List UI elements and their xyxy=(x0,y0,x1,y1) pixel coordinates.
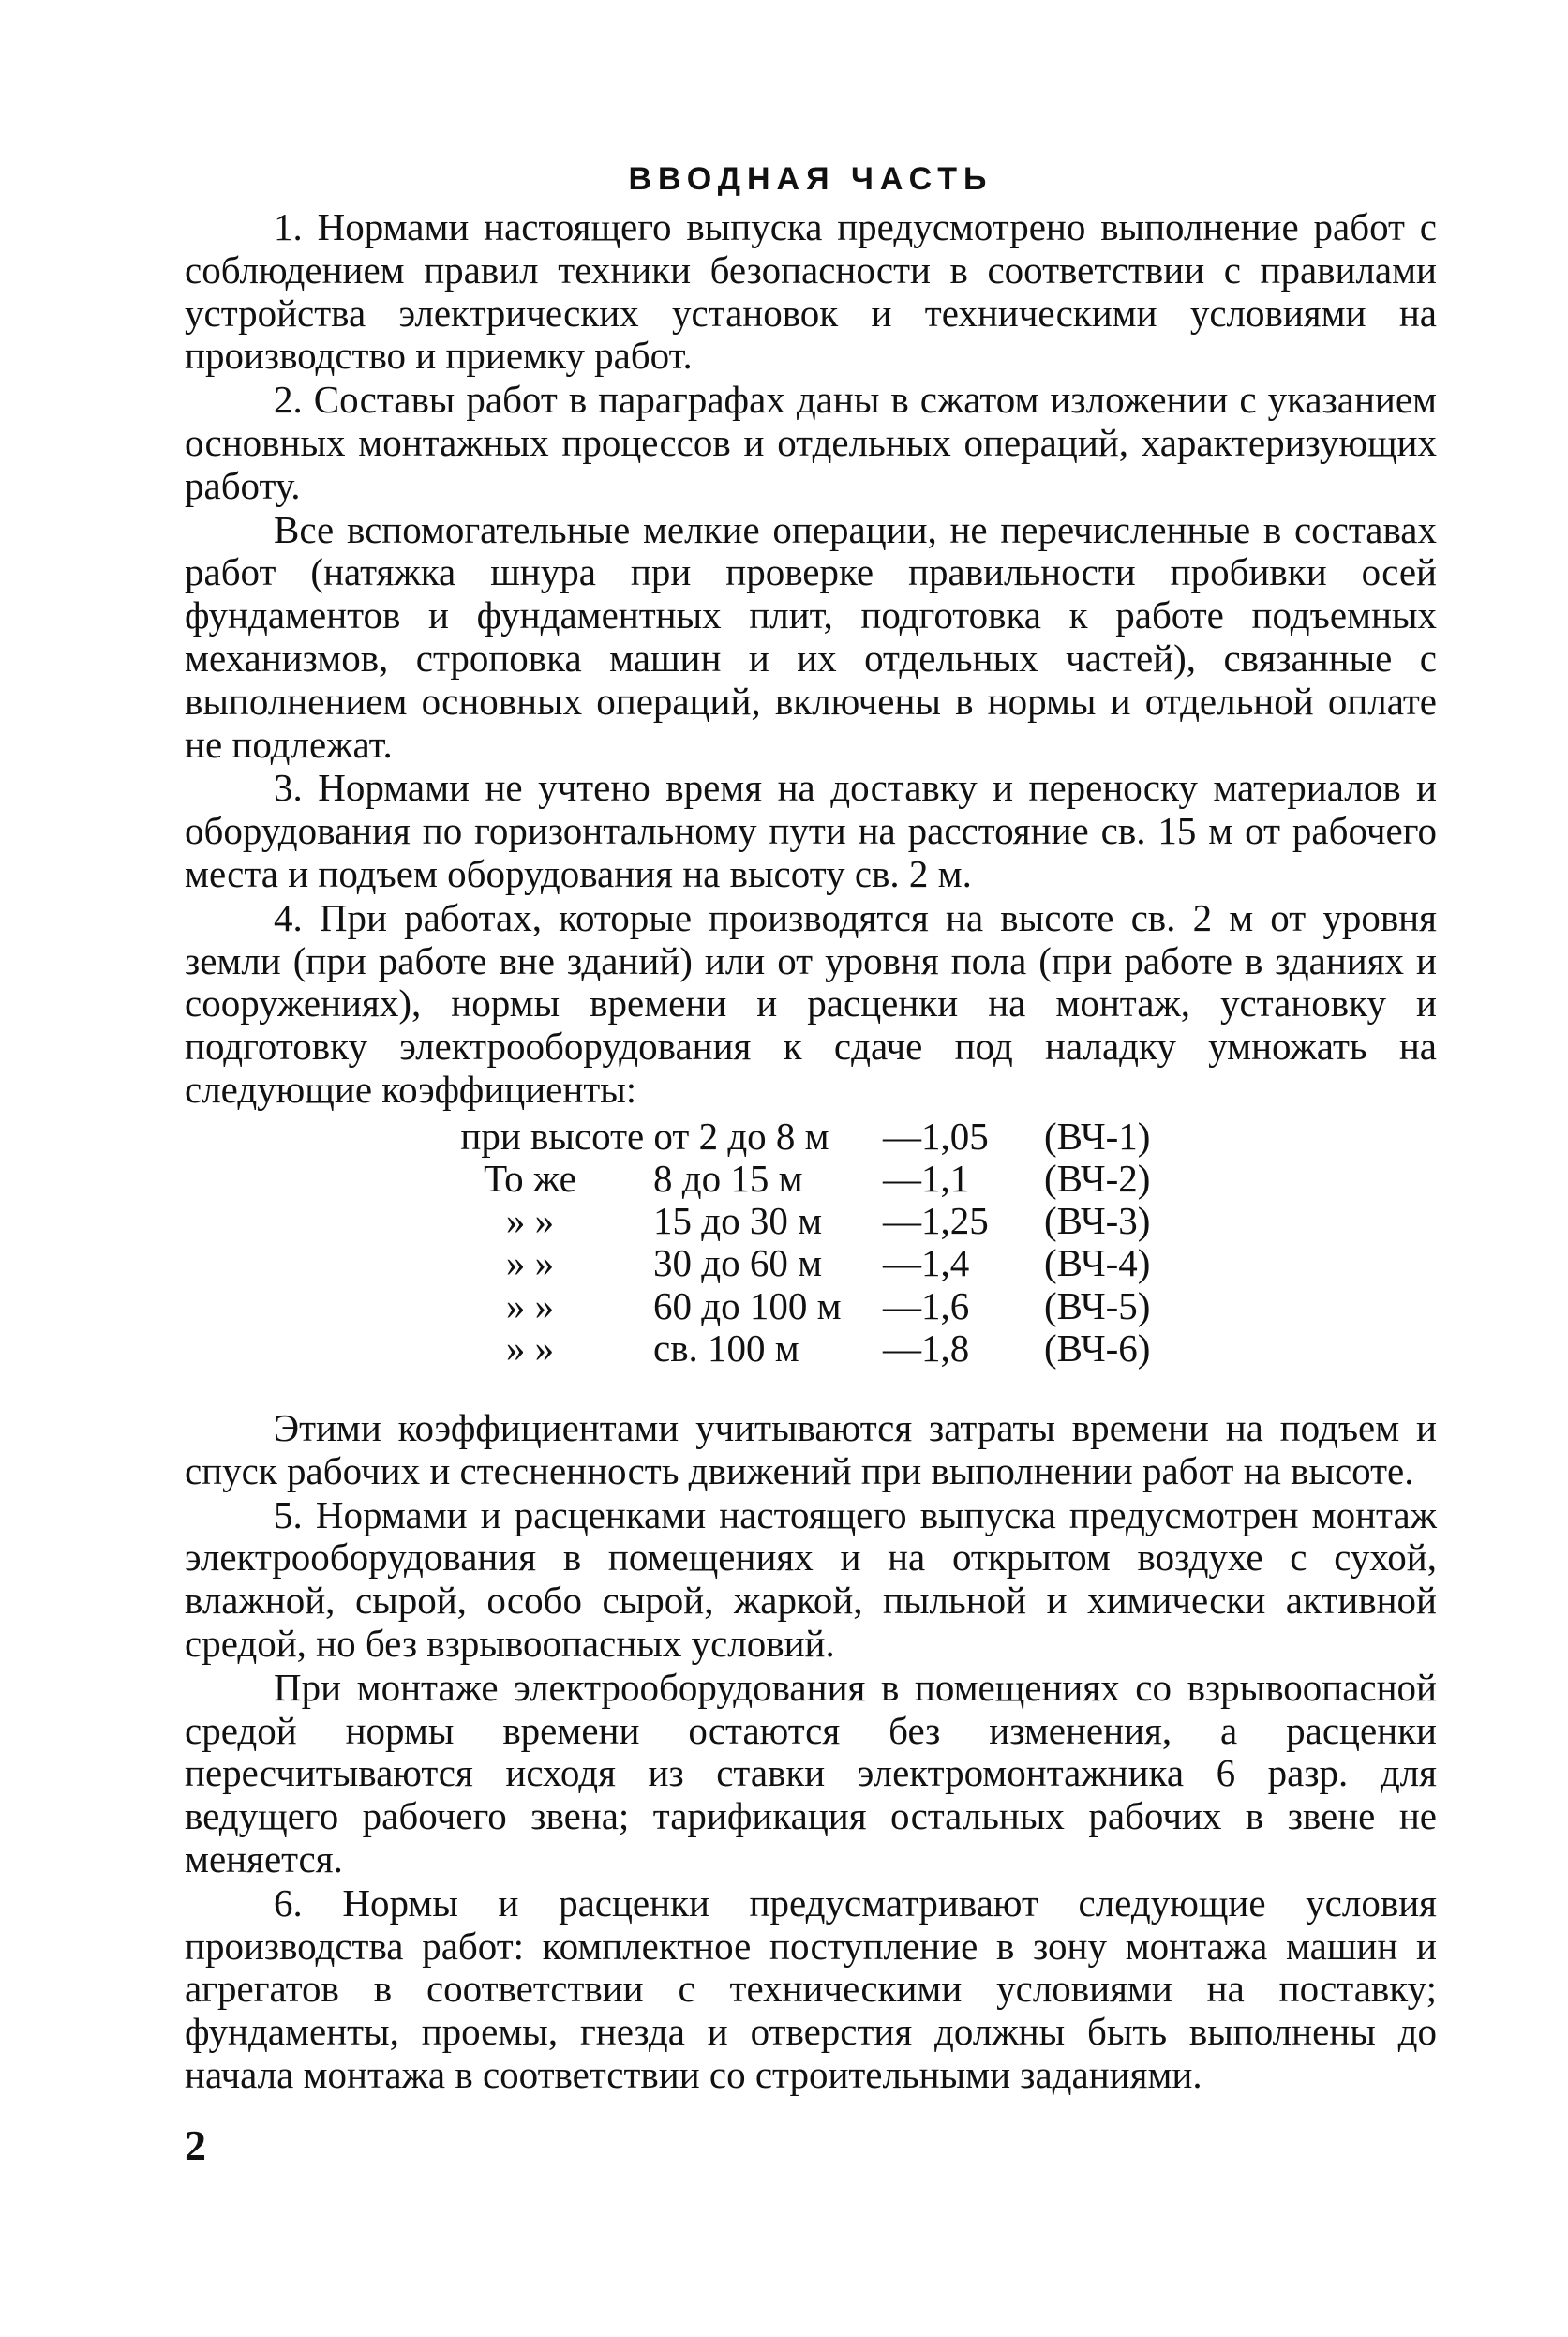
paragraph-5: 5. Нормами и расценками настоящего выпуска предусмотрен монтаж электрооборудования в помещениях и на открытом воздухе с сухой, влажной, сырой, особо сырой, жаркой, пыльной и химически активной средой, но без взрывоопасных условий. xyxy=(185,1492,1437,1665)
height-coefficient-table xyxy=(407,1116,1175,1370)
coefficient-value: —1,25 xyxy=(883,1199,989,1243)
document-page xyxy=(185,157,1437,2097)
paragraph-5-explosive: При монтаже электрооборудования в помещениях со взрывоопасной средой нормы времени остаются без изменения, а расценки пересчитываются исходя из ставки электромонтажника 6 разр. для ведущего рабочего звена; тарификация остальных рабочих в звене не меняется. xyxy=(185,1665,1437,1880)
paragraph-6: 6. Нормы и расценки предусматривают следующие условия производства работ: комплектное поступление в зону монтажа машин и агрегатов в соответствии с техническими условиями на поставку; фундаменты, проемы, гнезда и отверстия должны быть выполнены до начала монтажа в соответствии со строительными заданиями. xyxy=(185,1880,1437,2096)
coefficient-code: (ВЧ-5) xyxy=(1044,1283,1151,1327)
coefficient-row xyxy=(407,1242,1175,1284)
coefficient-range: св. 100 м xyxy=(653,1326,799,1370)
coefficient-range: 8 до 15 м xyxy=(653,1156,803,1200)
paragraph-3: 3. Нормами не учтено время на доставку и переноску материалов и оборудования по горизонтальному пути на расстояние св. 15 м от рабочего места и подъем оборудования на высоту св. 2 м. xyxy=(185,766,1437,895)
coefficient-row xyxy=(407,1285,1175,1327)
coefficient-label: » » xyxy=(505,1283,555,1327)
paragraph-2-auxiliary: Все вспомогательные мелкие операции, не перечисленные в составах работ (натяжка шнура при проверке правильности пробивки осей фундаментов и фундаментных плит, подготовка к работе подъемных механизмов, строповка машин и их отдельных частей), связанные с выполнением основных операций, включены в нормы и отдельной оплате не подлежат. xyxy=(185,507,1437,766)
coefficient-value: —1,8 xyxy=(883,1326,970,1370)
coefficient-code: (ВЧ-4) xyxy=(1044,1241,1151,1285)
coefficient-value: —1,1 xyxy=(883,1156,970,1200)
coefficient-value: —1,05 xyxy=(883,1114,989,1158)
section-title: ВВОДНАЯ ЧАСТЬ xyxy=(628,161,993,197)
coefficient-code: (ВЧ-6) xyxy=(1044,1326,1151,1370)
coefficient-code: (ВЧ-1) xyxy=(1044,1114,1151,1158)
paragraph-4-note: Этими коэффициентами учитываются затраты времени на подъем и спуск рабочих и стесненность движений при выполнении работ на высоте. xyxy=(185,1405,1437,1492)
coefficient-label: » » xyxy=(505,1199,555,1243)
paragraph-4: 4. При работах, которые производятся на высоте св. 2 м от уровня земли (при работе вне зданий) или от уровня пола (при работе в зданиях и сооружениях), нормы времени и расценки на монтаж, установку и подготовку электрооборудования к сдаче под наладку умножать на следующие коэффициенты: xyxy=(185,895,1437,1111)
coefficient-label: » » xyxy=(505,1326,555,1370)
paragraph-2: 2. Составы работ в параграфах даны в сжатом изложении с указанием основных монтажных процессов и отдельных операций, характеризующих работу. xyxy=(185,378,1437,507)
coefficient-code: (ВЧ-3) xyxy=(1044,1199,1151,1243)
coefficient-value: —1,4 xyxy=(883,1241,970,1285)
coefficient-label: То же xyxy=(484,1156,576,1200)
paragraph-1: 1. Нормами настоящего выпуска предусмотрено выполнение работ с соблюдением правил техники безопасности в соответствии с правилами устройства электрических установок и техническими условиями на производство и приемку работ. xyxy=(185,205,1437,378)
coefficient-label: при высоте от 2 до 8 м xyxy=(460,1114,829,1158)
page-number: 2 xyxy=(185,2121,206,2169)
coefficient-row xyxy=(407,1327,1175,1370)
coefficient-row xyxy=(407,1200,1175,1242)
coefficient-value: —1,6 xyxy=(883,1283,970,1327)
coefficient-code: (ВЧ-2) xyxy=(1044,1156,1151,1200)
coefficient-range: 60 до 100 м xyxy=(653,1283,842,1327)
coefficient-label: » » xyxy=(505,1241,555,1285)
coefficient-range: 15 до 30 м xyxy=(653,1199,823,1243)
coefficient-row xyxy=(407,1116,1175,1158)
coefficient-row xyxy=(407,1158,1175,1200)
coefficient-range: 30 до 60 м xyxy=(653,1241,823,1285)
